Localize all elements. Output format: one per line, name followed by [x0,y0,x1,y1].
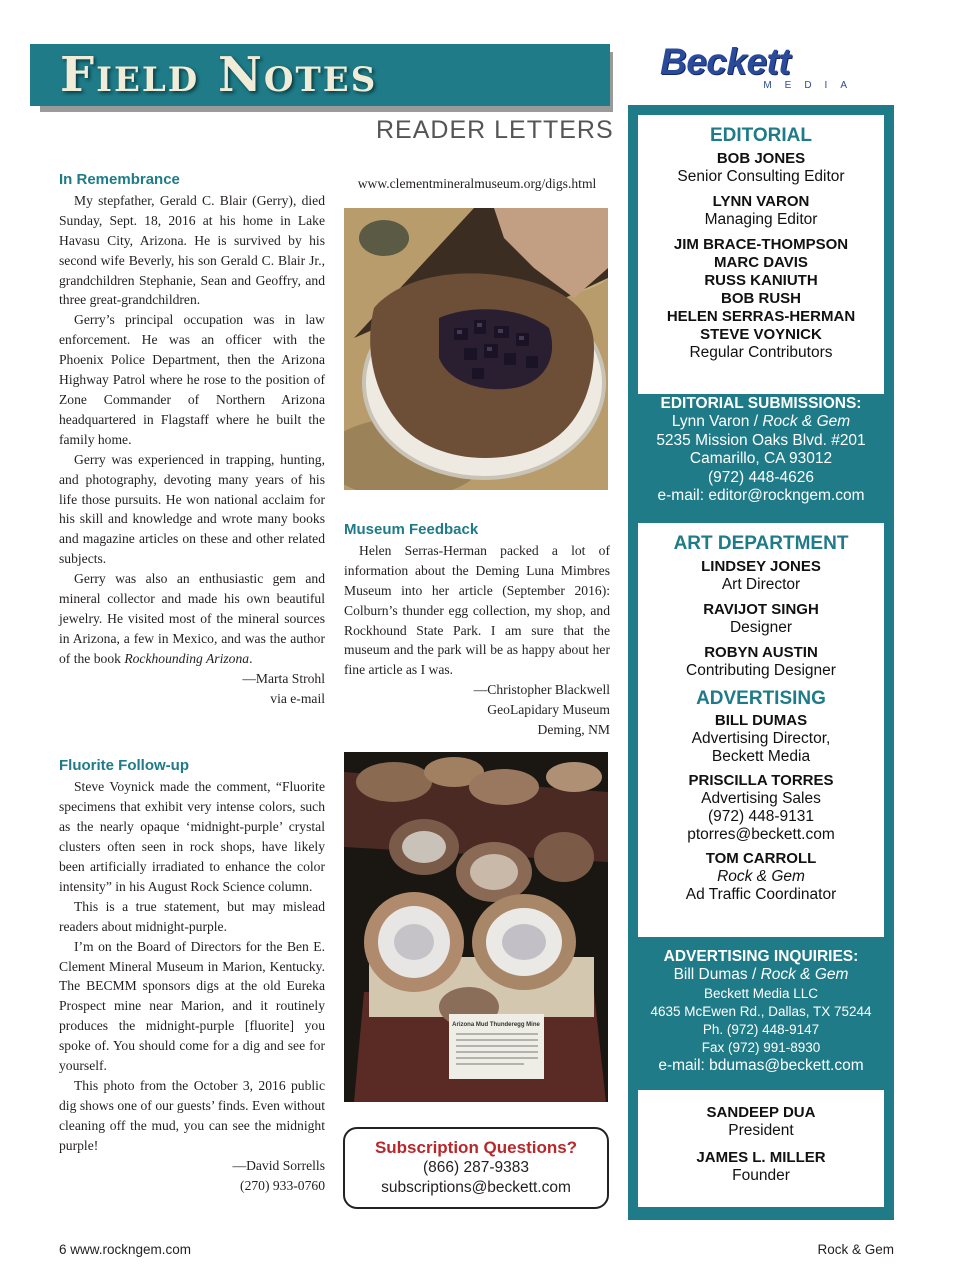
editorial-heading: EDITORIAL [709,125,813,146]
subscription-title: Subscription Questions? [374,1138,578,1157]
letter-paragraph: This is a true statement, but may mislead readers about midnight-purple. [59,898,325,934]
staff-role: Contributing Designer [686,662,836,679]
footer-magazine-name: Rock & Gem [817,1242,894,1257]
letter-paragraph: Helen Serras-Herman packed a lot of information about the Deming Luna Mimbres Museum into her article (September 2016): Colburn’s thunder egg collection, my shop, and Rockhound State Park. I am sure that the museum and the park will be as happy about her fine article as I was. [344,542,610,678]
logo-subtext: MEDIA [763,80,860,91]
staff-email[interactable]: ptorres@beckett.com [687,826,835,843]
letter-paragraph: Gerry was experienced in trapping, hunting, and photography, devoting many years of his life those pursuits. He won national acclaim for his skill and knowledge and wrote many books and magazine articles on these and other related subjects. [59,451,325,567]
field-notes-banner [30,44,610,106]
magazine-name: Rock & Gem [762,413,851,430]
letter-paragraph: I’m on the Board of Directors for the Ben E. Clement Mineral Museum in Marion, Kentucky. The BECMM sponsors digs at the old Eureka Prospect mine near Marion, and it routinely produces the midnight-purple [fluorite] you spoke of. You should come for a dig and see for yourself. [59,938,325,1074]
inquiries-heading: ADVERTISING INQUIRIES: [663,948,859,965]
advertising-heading: ADVERTISING [696,688,826,709]
letter-signature: via e-mail [270,690,325,706]
logo-wordmark: Beckett [660,41,791,82]
masthead-sidebar [628,105,894,1220]
staff-name: ROBYN AUSTIN [704,644,818,661]
staff-role: Beckett Media [711,748,811,765]
inquiries-phone: Ph. (972) 448-9147 [702,1021,820,1037]
officer-role: President [728,1122,794,1139]
letter-signature: —David Sorrells [232,1157,325,1173]
letter-paragraph: This photo from the October 3, 2016 public dig shows one of our guests’ finds. Even without cleaning off the mud, you can see the midnight purple! [59,1077,325,1153]
inquiries-email[interactable]: e-mail: bdumas@beckett.com [658,1056,864,1074]
staff-name: LINDSEY JONES [701,558,821,575]
letter-signature: GeoLapidary Museum [487,702,610,718]
advertising-inquiries [628,948,894,1075]
thunder-egg-photo-illustration [344,752,608,1102]
officer-name: SANDEEP DUA [706,1104,816,1121]
submissions-contact [628,413,894,432]
fluorite-photo-illustration [344,208,608,490]
reader-letters-subtitle: READER LETTERS [376,116,614,144]
submissions-address: 5235 Mission Oaks Blvd. #201 [656,431,866,449]
submissions-email[interactable]: e-mail: editor@rockngem.com [657,487,865,504]
letter-signature: —Christopher Blackwell [473,682,610,698]
letter-paragraph [59,569,325,669]
museum-url: www.clementmineralmuseum.org/digs.html [357,176,597,191]
contributor-name: BOB RUSH [720,290,801,307]
officer-name: JAMES L. MILLER [696,1149,826,1166]
inquiries-address: 4635 McEwen Rd., Dallas, TX 75244 [650,1003,872,1019]
subscription-email[interactable]: subscriptions@beckett.com [381,1179,571,1196]
staff-name: BILL DUMAS [714,712,808,729]
footer-page-url: 6 www.rockngem.com [59,1242,192,1257]
editorial-box [638,115,884,394]
book-title: Rockhounding Arizona [124,650,250,666]
contributor-name: MARC DAVIS [714,254,808,271]
text-run: Bill Dumas / [673,966,761,983]
letter-paragraph: My stepfather, Gerald C. Blair (Gerry), died Sunday, Sept. 18, 2016 at his home in Lake Havasu City, Arizona. He is survived by his second wife Beverly, his son Gerald C. Blair Jr., grandchildren Stephanie, Sean and Geoffry, and three great-grandchildren. [59,192,325,308]
inquiries-contact [628,966,894,985]
beckett-media-logo [660,41,860,94]
staff-name: BOB JONES [716,150,806,167]
art-department-heading: ART DEPARTMENT [673,533,849,554]
letter-signature: Deming, NM [537,722,610,738]
left-column [59,170,325,1195]
letter-signature: (270) 933-0760 [240,1177,325,1193]
letter-signature: —Marta Strohl [242,670,325,686]
submissions-city: Camarillo, CA 93012 [689,450,833,467]
staff-name: PRISCILLA TORRES [688,772,834,789]
letter-heading-remembrance: In Remembrance [59,171,180,188]
contributor-name: JIM BRACE-THOMPSON [673,236,849,253]
staff-role: Managing Editor [704,211,818,228]
text-run: Gerry was also an enthusiastic gem and mineral collector and made his own beautiful jewelry. He visited most of the mineral sources in Arizona, a few in Mexico, and was the author of the book [59,571,325,666]
inquiries-company: Beckett Media LLC [703,985,819,1001]
inquiries-fax: Fax (972) 991-8930 [701,1039,821,1055]
text-run: . [249,650,253,666]
officer-role: Founder [732,1167,790,1184]
thunder-egg-photo [344,752,608,1102]
subscription-box [343,1127,609,1209]
staff-name: RAVIJOT SINGH [703,601,819,618]
staff-name: LYNN VARON [712,193,810,210]
submissions-heading: EDITORIAL SUBMISSIONS: [660,395,862,412]
fluorite-photo [344,208,608,490]
magazine-name [638,868,884,886]
museum-sign-text: Arizona Mud Thunderegg Mine [452,1022,540,1028]
staff-role: Regular Contributors [689,344,833,361]
contributor-name: STEVE VOYNICK [700,326,822,343]
magazine-name-italic: Rock & Gem [717,868,805,885]
text-run: Lynn Varon / [671,413,763,430]
magazine-name: Rock & Gem [760,966,849,983]
letter-heading-museum: Museum Feedback [344,521,479,538]
section-title: Field Notes [60,47,378,103]
staff-name: TOM CARROLL [705,850,817,867]
art-advertising-box [638,523,884,937]
letter-paragraph: Steve Voynick made the comment, “Fluorite specimens that exhibit very intense colors, such as the nearly opaque ‘midnight-purple’ crystal clusters often seen in rock shops, have likely been artificially irradiated to enhance the color intensity” in his August Rock Science column. [59,779,325,894]
staff-role: Ad Traffic Coordinator [685,886,837,903]
staff-role: Advertising Director, [691,730,831,747]
letter-heading-fluorite: Fluorite Follow-up [59,757,189,775]
staff-role: Art Director [721,576,801,593]
letter-paragraph: Gerry’s principal occupation was in law enforcement. He was an officer with the Phoenix Police Department, then the Arizona Highway Patrol where he rose to the position of Zone Commander of Northern Arizona headquartered in Flagstaff where he built the family home. [59,312,325,447]
subscription-phone: (866) 287-9383 [423,1159,529,1176]
editorial-submissions [628,395,894,506]
submissions-phone: (972) 448-4626 [708,468,814,486]
staff-phone: (972) 448-9131 [708,808,814,825]
staff-role: Designer [729,619,793,636]
contributor-name: RUSS KANIUTH [704,272,818,289]
staff-role: Senior Consulting Editor [677,168,845,185]
officers-box [638,1090,884,1207]
staff-role: Advertising Sales [701,790,821,807]
middle-column [344,520,610,740]
contributor-name: HELEN SERRAS-HERMAN [666,308,856,325]
